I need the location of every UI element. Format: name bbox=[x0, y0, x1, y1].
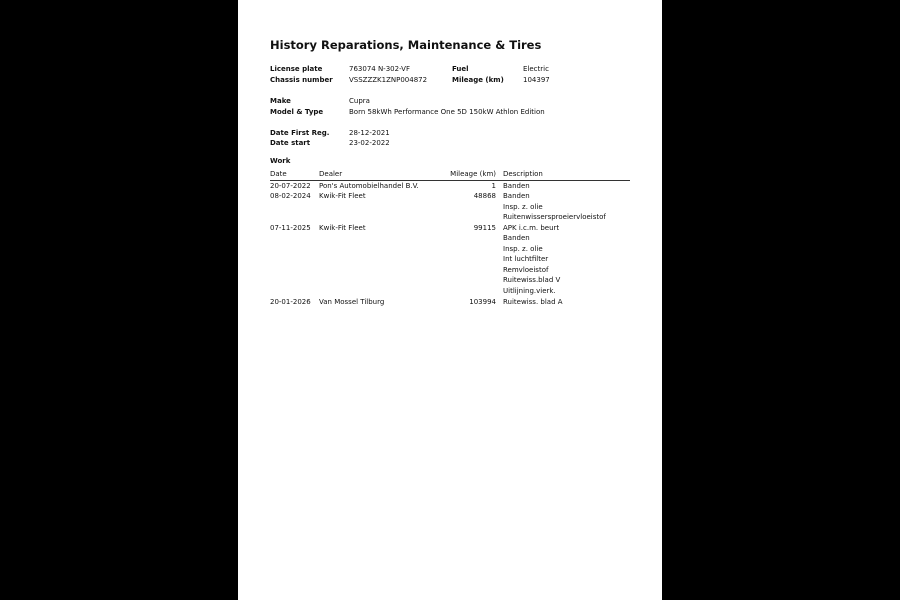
row-dealer: Pon's Automobielhandel B.V. bbox=[319, 181, 419, 190]
row-description: Ruitewiss.blad V bbox=[503, 276, 561, 284]
date-start-label: Date start bbox=[270, 139, 311, 147]
mileage-value: 104397 bbox=[523, 76, 550, 84]
model-label: Model & Type bbox=[270, 108, 324, 116]
table-row bbox=[270, 298, 630, 309]
model-value: Born 58kWh Performance One 5D 150kW Athlon Edition bbox=[349, 108, 545, 116]
row-description: Uitlijning.vierk. bbox=[503, 286, 556, 295]
document-page bbox=[238, 0, 662, 600]
row-dealer: Kwik-Fit Fleet bbox=[319, 223, 366, 232]
col-dealer: Dealer bbox=[319, 170, 343, 178]
row-description: APK i.c.m. beurt bbox=[503, 223, 560, 232]
first-reg-value: 28-12-2021 bbox=[349, 129, 390, 137]
document-title: History Reparations, Maintenance & Tires bbox=[270, 38, 542, 52]
table-row bbox=[270, 287, 630, 298]
table-row bbox=[270, 234, 630, 245]
row-mileage: 99115 bbox=[473, 223, 496, 232]
license-plate-value: 763074 N-302-VF bbox=[349, 65, 411, 73]
row-mileage: 103994 bbox=[469, 297, 496, 306]
col-mileage: Mileage (km) bbox=[450, 170, 496, 178]
table-row bbox=[270, 245, 630, 256]
row-dealer: Van Mossel Tilburg bbox=[319, 297, 385, 306]
table-row bbox=[270, 255, 630, 266]
table-row bbox=[270, 224, 630, 235]
mileage-label: Mileage (km) bbox=[452, 76, 504, 84]
col-date: Date bbox=[270, 170, 287, 178]
table-row bbox=[270, 213, 630, 224]
row-date: 08-02-2024 bbox=[270, 192, 311, 200]
row-mileage: 1 bbox=[491, 181, 496, 190]
row-description: Ruitenwissersproeiervloeistof bbox=[503, 213, 606, 221]
chassis-label: Chassis number bbox=[270, 76, 333, 84]
table-row bbox=[270, 182, 630, 193]
date-start-value: 23-02-2022 bbox=[349, 139, 390, 147]
table-row bbox=[270, 266, 630, 277]
make-label: Make bbox=[270, 97, 291, 105]
work-heading: Work bbox=[270, 157, 291, 165]
first-reg-label: Date First Reg. bbox=[270, 129, 330, 137]
chassis-value: VSSZZZK1ZNP004872 bbox=[349, 76, 428, 84]
license-plate-label: License plate bbox=[270, 65, 323, 73]
row-date: 20-01-2026 bbox=[270, 297, 311, 306]
row-date: 07-11-2025 bbox=[270, 223, 311, 232]
row-dealer: Kwik-Fit Fleet bbox=[319, 192, 366, 200]
row-date: 20-07-2022 bbox=[270, 181, 311, 190]
row-description: Int luchtfilter bbox=[503, 255, 549, 263]
row-description: Banden bbox=[503, 192, 530, 200]
table-row bbox=[270, 276, 630, 287]
row-description: Insp. z. olie bbox=[503, 244, 543, 253]
fuel-value: Electric bbox=[523, 65, 549, 73]
row-description: Insp. z. olie bbox=[503, 202, 543, 211]
table-row bbox=[270, 203, 630, 214]
row-description: Banden bbox=[503, 234, 530, 242]
row-description: Banden bbox=[503, 181, 530, 190]
row-mileage: 48868 bbox=[473, 192, 496, 200]
work-table-header bbox=[270, 170, 630, 181]
fuel-label: Fuel bbox=[452, 65, 469, 73]
col-description: Description bbox=[503, 170, 543, 178]
row-description: Remvloeistof bbox=[503, 265, 549, 274]
row-description: Ruitewiss. blad A bbox=[503, 297, 563, 306]
make-value: Cupra bbox=[349, 97, 370, 105]
table-row bbox=[270, 192, 630, 203]
